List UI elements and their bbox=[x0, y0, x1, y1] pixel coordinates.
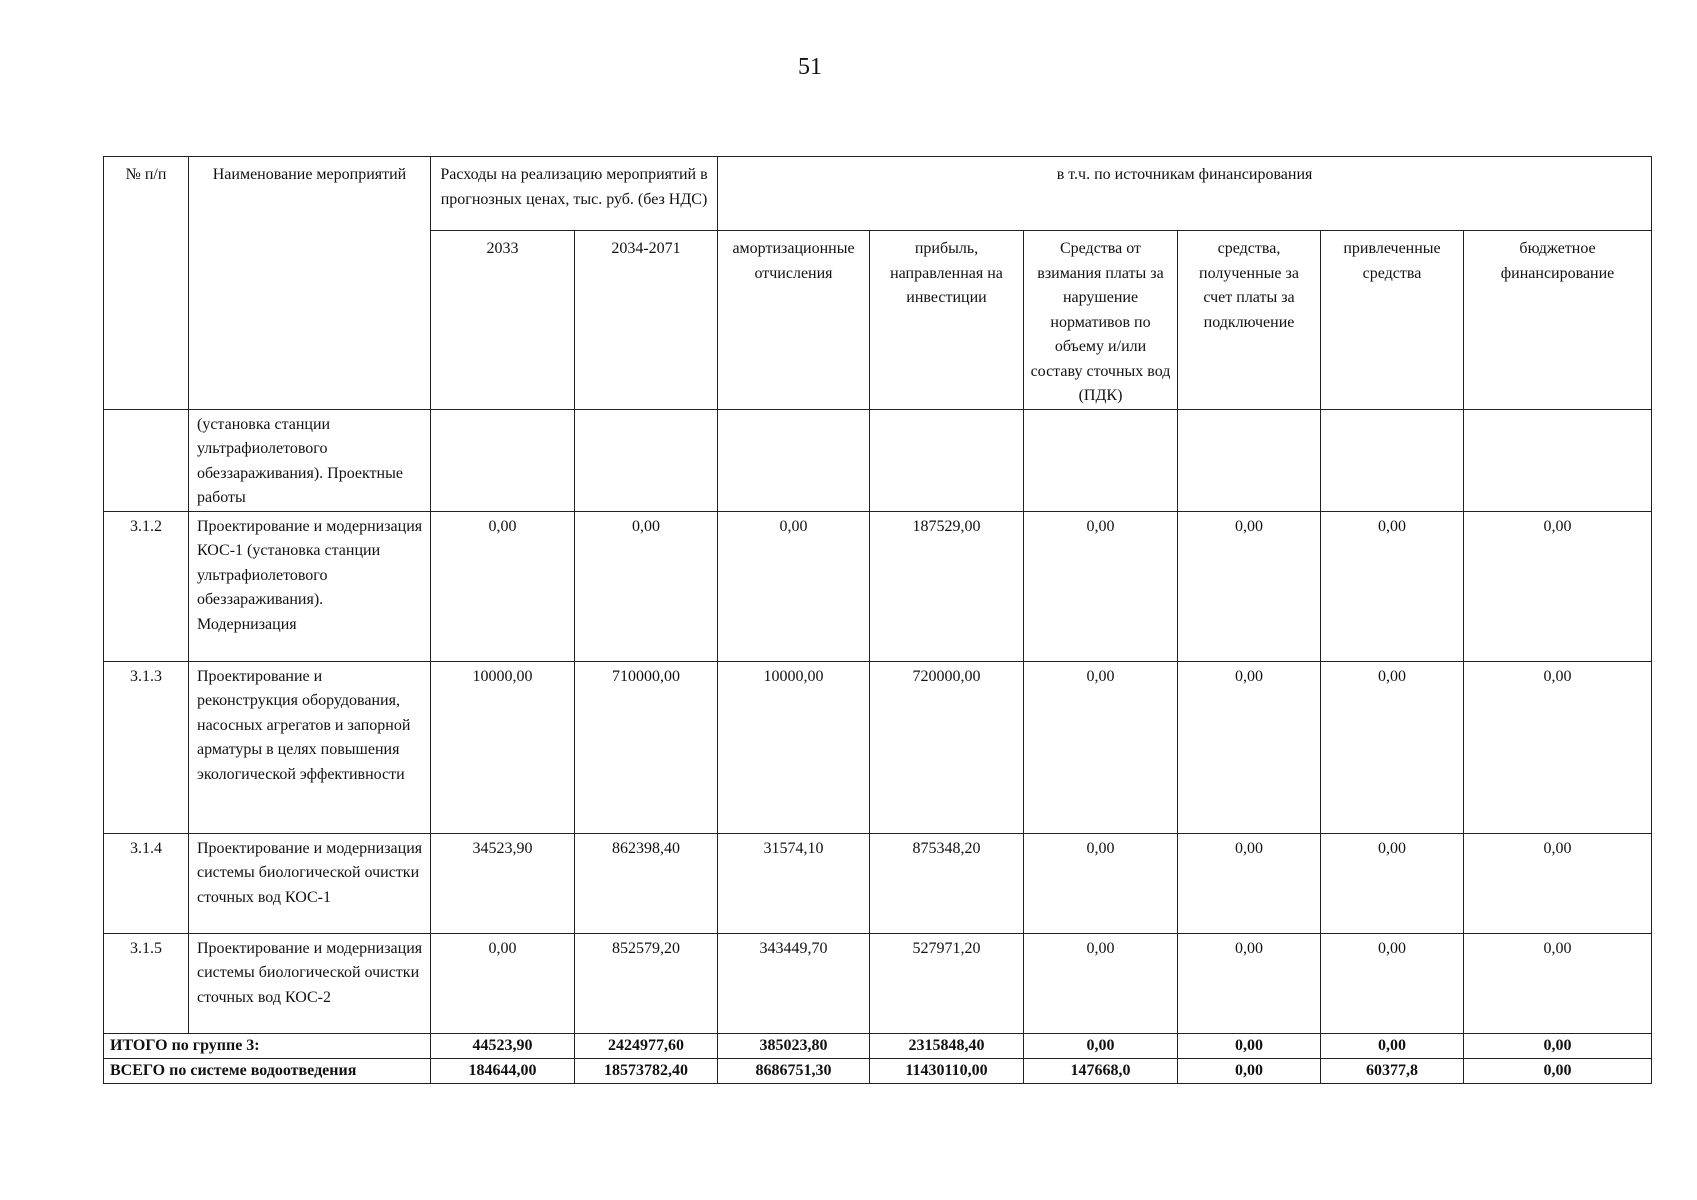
total-label: ИТОГО по группе 3: bbox=[104, 1033, 431, 1058]
row-value: 0,00 bbox=[1178, 933, 1321, 1033]
total-value: 0,00 bbox=[1024, 1033, 1178, 1058]
row-value: 875348,20 bbox=[870, 833, 1024, 933]
row-name: Проектирование и модернизация системы биологической очистки сточных вод КОС-2 bbox=[189, 933, 431, 1033]
row-value bbox=[1178, 409, 1321, 511]
row-value bbox=[1464, 409, 1652, 511]
table-row bbox=[104, 833, 1652, 933]
row-value: 34523,90 bbox=[431, 833, 575, 933]
row-value: 527971,20 bbox=[870, 933, 1024, 1033]
row-value: 0,00 bbox=[1321, 661, 1464, 833]
row-num bbox=[104, 409, 189, 511]
row-value: 0,00 bbox=[1024, 511, 1178, 661]
row-num: 3.1.3 bbox=[104, 661, 189, 833]
row-value: 0,00 bbox=[1464, 661, 1652, 833]
row-value bbox=[575, 409, 718, 511]
row-value: 187529,00 bbox=[870, 511, 1024, 661]
total-value: 184644,00 bbox=[431, 1058, 575, 1083]
row-value: 0,00 bbox=[718, 511, 870, 661]
total-label: ВСЕГО по системе водоотведения bbox=[104, 1058, 431, 1083]
total-row bbox=[104, 1058, 1652, 1083]
header-fees: Средства от взимания платы за нарушение нормативов по объему и/или составу сточных вод (ПДК) bbox=[1024, 231, 1178, 410]
row-value bbox=[1321, 409, 1464, 511]
header-year-2033: 2033 bbox=[431, 231, 575, 410]
total-value: 147668,0 bbox=[1024, 1058, 1178, 1083]
header-amortization: амортизационные отчисления bbox=[718, 231, 870, 410]
header-num: № п/п bbox=[104, 157, 189, 410]
header-sources: в т.ч. по источникам финансирования bbox=[718, 157, 1652, 231]
row-value bbox=[1024, 409, 1178, 511]
total-value: 385023,80 bbox=[718, 1033, 870, 1058]
row-num: 3.1.2 bbox=[104, 511, 189, 661]
table-row bbox=[104, 661, 1652, 833]
row-value: 0,00 bbox=[1464, 833, 1652, 933]
row-name: Проектирование и реконструкция оборудования, насосных агрегатов и запорной арматуры в целях повышения экологической эффективности bbox=[189, 661, 431, 833]
page-number: 51 bbox=[798, 54, 822, 80]
row-name: (установка станции ультрафиолетового обеззараживания). Проектные работы bbox=[189, 409, 431, 511]
row-value: 0,00 bbox=[1178, 511, 1321, 661]
total-value: 11430110,00 bbox=[870, 1058, 1024, 1083]
row-value: 0,00 bbox=[1321, 833, 1464, 933]
financing-table bbox=[103, 156, 1652, 1084]
row-value: 0,00 bbox=[1321, 933, 1464, 1033]
row-value: 862398,40 bbox=[575, 833, 718, 933]
row-value: 0,00 bbox=[1178, 661, 1321, 833]
total-row bbox=[104, 1033, 1652, 1058]
row-value: 31574,10 bbox=[718, 833, 870, 933]
row-value: 343449,70 bbox=[718, 933, 870, 1033]
row-value: 720000,00 bbox=[870, 661, 1024, 833]
total-value: 0,00 bbox=[1321, 1033, 1464, 1058]
header-costs: Расходы на реализацию мероприятий в прогнозных ценах, тыс. руб. (без НДС) bbox=[431, 157, 718, 231]
header-attracted: привлеченные средства bbox=[1321, 231, 1464, 410]
row-name: Проектирование и модернизация КОС-1 (установка станции ультрафиолетового обеззараживания). Модернизация bbox=[189, 511, 431, 661]
row-value: 0,00 bbox=[431, 511, 575, 661]
row-value: 10000,00 bbox=[718, 661, 870, 833]
row-value bbox=[431, 409, 575, 511]
total-value: 44523,90 bbox=[431, 1033, 575, 1058]
row-num: 3.1.5 bbox=[104, 933, 189, 1033]
row-value bbox=[718, 409, 870, 511]
header-budget: бюджетное финансирование bbox=[1464, 231, 1652, 410]
row-value: 0,00 bbox=[1178, 833, 1321, 933]
total-value: 0,00 bbox=[1464, 1033, 1652, 1058]
total-value: 2315848,40 bbox=[870, 1033, 1024, 1058]
row-value: 0,00 bbox=[1024, 833, 1178, 933]
row-value: 0,00 bbox=[1464, 511, 1652, 661]
table-row bbox=[104, 409, 1652, 511]
row-name: Проектирование и модернизация системы биологической очистки сточных вод КОС-1 bbox=[189, 833, 431, 933]
row-value: 852579,20 bbox=[575, 933, 718, 1033]
total-value: 8686751,30 bbox=[718, 1058, 870, 1083]
header-year-range: 2034-2071 bbox=[575, 231, 718, 410]
header-connection: средства, полученные за счет платы за подключение bbox=[1178, 231, 1321, 410]
row-value: 0,00 bbox=[1024, 933, 1178, 1033]
row-num: 3.1.4 bbox=[104, 833, 189, 933]
row-value: 0,00 bbox=[431, 933, 575, 1033]
header-profit: прибыль, направленная на инвестиции bbox=[870, 231, 1024, 410]
row-value: 0,00 bbox=[1024, 661, 1178, 833]
total-value: 0,00 bbox=[1178, 1058, 1321, 1083]
total-value: 0,00 bbox=[1178, 1033, 1321, 1058]
row-value bbox=[870, 409, 1024, 511]
row-value: 0,00 bbox=[575, 511, 718, 661]
row-value: 10000,00 bbox=[431, 661, 575, 833]
total-value: 2424977,60 bbox=[575, 1033, 718, 1058]
row-value: 710000,00 bbox=[575, 661, 718, 833]
table-row bbox=[104, 933, 1652, 1033]
header-name: Наименование мероприятий bbox=[189, 157, 431, 410]
total-value: 18573782,40 bbox=[575, 1058, 718, 1083]
table-row bbox=[104, 511, 1652, 661]
total-value: 60377,8 bbox=[1321, 1058, 1464, 1083]
row-value: 0,00 bbox=[1464, 933, 1652, 1033]
row-value: 0,00 bbox=[1321, 511, 1464, 661]
total-value: 0,00 bbox=[1464, 1058, 1652, 1083]
